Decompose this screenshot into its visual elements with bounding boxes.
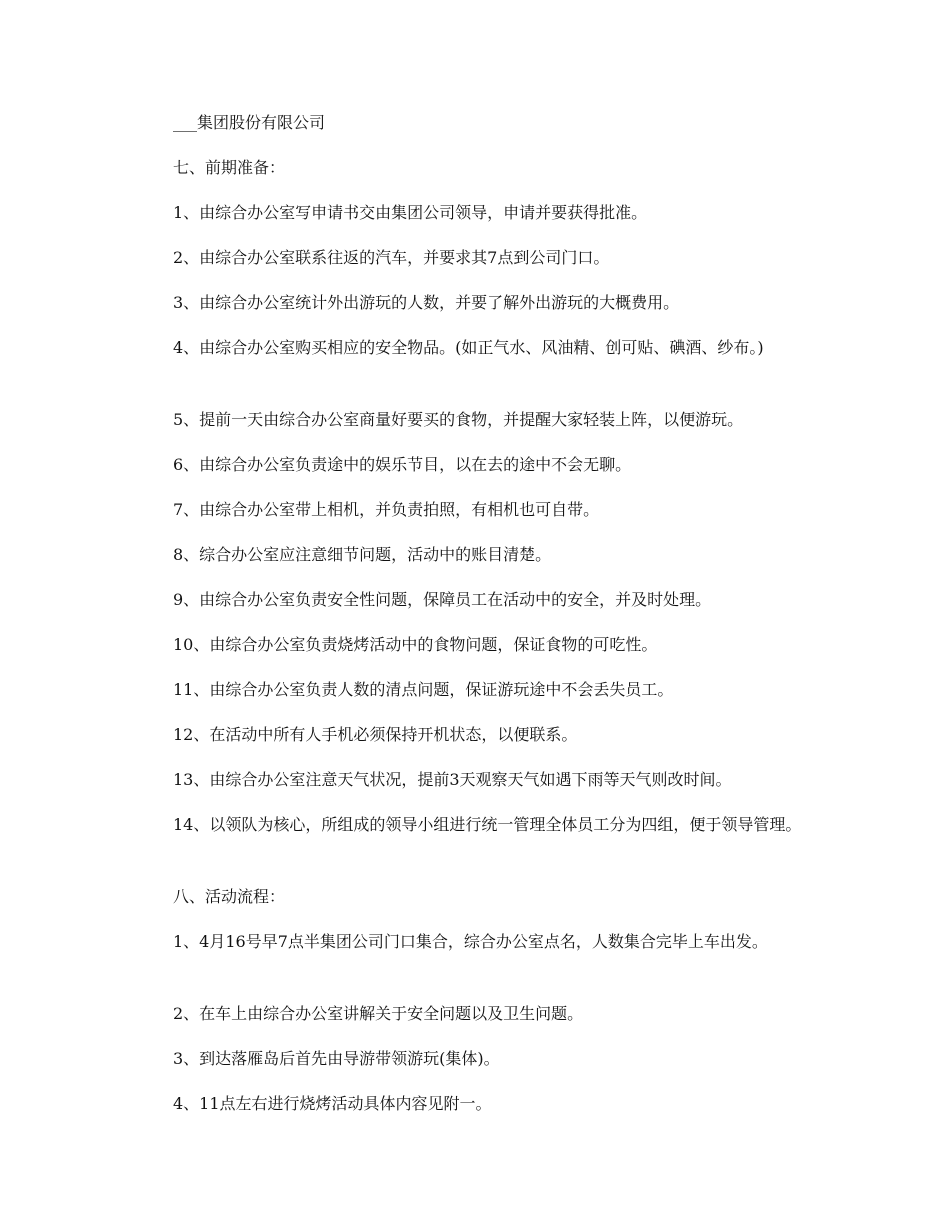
flow-item-2: 2、在车上由综合办公室讲解关于安全问题以及卫生问题。 (173, 1004, 584, 1023)
preparation-item-14: 14、以领队为核心，所组成的领导小组进行统一管理全体员工分为四组，便于领导管理。 (173, 815, 802, 834)
preparation-item-8: 8、综合办公室应注意细节问题，活动中的账目清楚。 (173, 545, 552, 564)
preparation-item-4: 4、由综合办公室购买相应的安全物品。(如正气水、风油精、创可贴、碘酒、纱布。) (173, 338, 764, 357)
preparation-item-6: 6、由综合办公室负责途中的娱乐节目，以在去的途中不会无聊。 (173, 455, 632, 474)
flow-item-1: 1、4月16号早7点半集团公司门口集合，综合办公室点名，人数集合完毕上车出发。 (173, 932, 768, 951)
preparation-item-11: 11、由综合办公室负责人数的清点问题，保证游玩途中不会丢失员工。 (173, 680, 674, 699)
preparation-item-7: 7、由综合办公室带上相机，并负责拍照，有相机也可自带。 (173, 500, 600, 519)
section-heading-preparation: 七、前期准备： (173, 158, 286, 177)
section-heading-activity-flow: 八、活动流程： (173, 887, 286, 906)
flow-item-3: 3、到达落雁岛后首先由导游带领游玩(集体)。 (173, 1049, 500, 1068)
preparation-item-9: 9、由综合办公室负责安全性问题，保障员工在活动中的安全，并及时处理。 (173, 590, 712, 609)
preparation-item-5: 5、提前一天由综合办公室商量好要买的食物，并提醒大家轻装上阵，以便游玩。 (173, 410, 744, 429)
flow-item-4: 4、11点左右进行烧烤活动具体内容见附一。 (173, 1094, 492, 1113)
company-name-line: ___集团股份有限公司 (173, 113, 326, 132)
preparation-item-2: 2、由综合办公室联系往返的汽车，并要求其7点到公司门口。 (173, 248, 610, 267)
preparation-item-1: 1、由综合办公室写申请书交由集团公司领导，申请并要获得批准。 (173, 203, 648, 222)
preparation-item-12: 12、在活动中所有人手机必须保持开机状态，以便联系。 (173, 725, 578, 744)
preparation-item-3: 3、由综合办公室统计外出游玩的人数，并要了解外出游玩的大概费用。 (173, 293, 680, 312)
preparation-item-13: 13、由综合办公室注意天气状况，提前3天观察天气如遇下雨等天气则改时间。 (173, 770, 732, 789)
preparation-item-10: 10、由综合办公室负责烧烤活动中的食物问题，保证食物的可吃性。 (173, 635, 658, 654)
